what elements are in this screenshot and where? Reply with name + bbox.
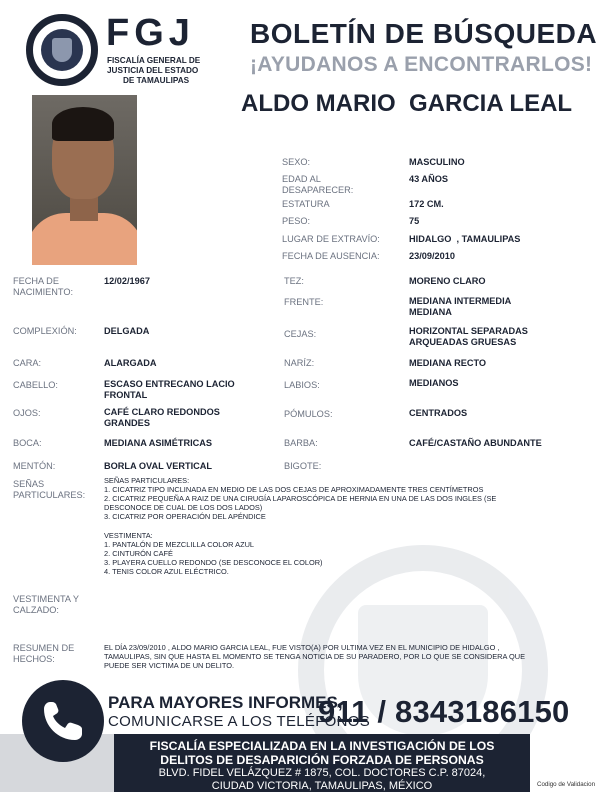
org-full: FISCALÍA GENERAL DE JUSTICIA DEL ESTADO DE TAMAULIPAS (107, 56, 201, 85)
bigote-label: BIGOTE: (284, 461, 322, 471)
labios-label: LABIOS: (284, 380, 320, 390)
sexo-label: SEXO: (282, 157, 311, 167)
peso-value: 75 (409, 216, 420, 226)
peso-label: PESO: (282, 216, 311, 226)
nacimiento-label: FECHA DE NACIMIENTO: (13, 276, 74, 297)
validation-code-label: Codigo de Validacion (537, 781, 596, 788)
cara-label: CARA: (13, 358, 42, 368)
complexion-value: DELGADA (104, 326, 150, 336)
barba-value: CAFÉ/CASTAÑO ABUNDANTE (409, 438, 542, 448)
senas-label: SEÑAS PARTICULARES: (13, 479, 86, 500)
edad-label: EDAD AL DESAPARECER: (282, 174, 354, 195)
cabello-label: CABELLO: (13, 380, 58, 390)
phone-numbers: 911 / 8343186150 (318, 694, 570, 729)
resumen-label: RESUMEN DE HECHOS: (13, 643, 75, 664)
office-line-1: FISCALÍA ESPECIALIZADA EN LA INVESTIGACIÓN DE LOS (149, 739, 495, 753)
org-short: FGJ (106, 12, 195, 54)
sexo-value: MASCULINO (409, 157, 465, 167)
info-line-1: PARA MAYORES INFORMES, (108, 693, 343, 712)
fecha-ausencia-label: FECHA DE AUSENCIA: (282, 251, 380, 261)
boca-label: BOCA: (13, 438, 42, 448)
pomulos-label: PÓMULOS: (284, 409, 333, 419)
pomulos-value: CENTRADOS (409, 408, 468, 418)
cabello-value: ESCASO ENTRECANO LACIO FRONTAL (104, 379, 235, 400)
office-band (114, 734, 530, 792)
bulletin-title: BOLETÍN DE BÚSQUEDA (250, 18, 598, 49)
estatura-label: ESTATURA (282, 199, 330, 209)
lugar-value: HIDALGO , TAMAULIPAS (409, 234, 521, 244)
office-line-2: DELITOS DE DESAPARICIÓN FORZADA DE PERSONAS (160, 753, 484, 767)
menton-label: MENTÓN: (13, 461, 56, 471)
info-line-2: COMUNICARSE A LOS TELÉFONOS (108, 713, 371, 730)
lugar-label: LUGAR DE EXTRAVÍO: (282, 234, 380, 244)
barba-label: BARBA: (284, 438, 318, 448)
phone-circle (22, 680, 104, 762)
labios-value: MEDIANOS (409, 378, 459, 388)
nacimiento-value: 12/02/1967 (104, 276, 150, 286)
complexion-label: COMPLEXIÓN: (13, 326, 77, 336)
cejas-label: CEJAS: (284, 329, 317, 339)
person-name: ALDO MARIO GARCIA LEAL (241, 90, 573, 117)
edad-value: 43 AÑOS (409, 174, 448, 184)
phone-icon (38, 696, 88, 746)
nariz-value: MEDIANA RECTO (409, 358, 487, 368)
person-photo (32, 95, 137, 265)
cejas-value: HORIZONTAL SEPARADAS ARQUEADAS GRUESAS (409, 326, 528, 347)
frente-value: MEDIANA INTERMEDIA MEDIANA (409, 296, 512, 317)
office-address: BLVD. FIDEL VELÁZQUEZ # 1875, COL. DOCTORES C.P. 87024, (158, 767, 486, 779)
nariz-label: NARÍZ: (284, 358, 315, 368)
resumen-text: EL DÍA 23/09/2010 , ALDO MARIO GARCIA LEAL, FUE VISTO(A) POR ULTIMA VEZ EN EL MUNICIPIO DE HIDALGO , TAMAULIPAS, SIN QUE HASTA EL MOMENTO SE TENGA NOTICIA DE SU PARADERO, POR LO QUE SE CONSIDERA QUE PUEDE SER VICTIMA DE UN DELITO. (104, 643, 526, 670)
bulletin-subtitle: ¡AYUDANOS A ENCONTRARLOS! (250, 53, 593, 76)
office-city: CIUDAD VICTORIA, TAMAULIPAS, MÉXICO (211, 780, 433, 792)
tez-label: TEZ: (284, 276, 304, 286)
ojos-label: OJOS: (13, 408, 41, 418)
fecha-ausencia-value: 23/09/2010 (409, 251, 455, 261)
fgj-logo-icon (26, 14, 98, 86)
ojos-value: CAFÉ CLARO REDONDOS GRANDES (104, 407, 220, 428)
frente-label: FRENTE: (284, 297, 324, 307)
menton-value: BORLA OVAL VERTICAL (104, 461, 213, 471)
tez-value: MORENO CLARO (409, 276, 486, 286)
vestimenta-text: VESTIMENTA: 1. PANTALÓN DE MEZCLILLA COLOR AZUL 2. CINTURÓN CAFÉ 3. PLAYERA CUELLO REDONDO (SE DESCONOCE EL COLOR) 4. TENIS COLOR AZUL ELÉCTRICO. (104, 531, 323, 576)
vestimenta-label: VESTIMENTA Y CALZADO: (13, 594, 80, 615)
boca-value: MEDIANA ASIMÉTRICAS (104, 438, 213, 448)
cara-value: ALARGADA (104, 358, 157, 368)
estatura-value: 172 CM. (409, 199, 444, 209)
senas-text: SEÑAS PARTICULARES: 1. CICATRIZ TIPO INCLINADA EN MEDIO DE LAS DOS CEJAS DE APROXIMADAMENTE TRES CENTÍMETROS 2. CICATRIZ PEQUEÑA A RAIZ DE UNA CIRUGÍA LAPAROSCÓPICA DE HERNIA EN UNA DE LAS DOS INGLES (SE DESCONOCE DE CUAL DE LOS DOS LADOS) 3. CICATRIZ POR OPERACIÓN DEL APÉNDICE (104, 476, 497, 521)
